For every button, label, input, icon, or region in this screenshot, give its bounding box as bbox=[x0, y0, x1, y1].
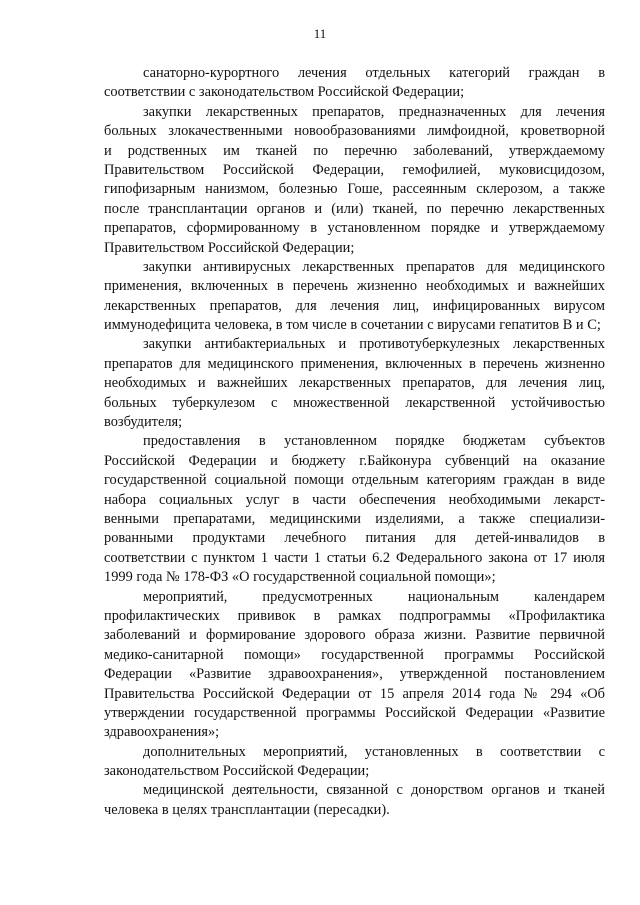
document-body bbox=[104, 64, 605, 820]
paragraph-line: венными препаратами, медицинскими изделиями, а также специализи- bbox=[104, 510, 605, 527]
paragraph bbox=[104, 588, 605, 743]
paragraph-line: препаратов, сформированному в установленном порядке и утверждаемому bbox=[104, 220, 605, 237]
paragraph-line: препаратов для медицинского применения, включенных в перечень жизненно bbox=[104, 355, 605, 372]
paragraph-line: дополнительных мероприятий, установленных в соответствии с bbox=[143, 743, 605, 760]
paragraph-line: Федерации «Развитие здравоохранения», утвержденной постановлением bbox=[104, 666, 605, 683]
paragraph bbox=[104, 103, 605, 258]
paragraph bbox=[104, 335, 605, 432]
paragraph bbox=[104, 743, 605, 782]
paragraph-line: иммунодефицита человека, в том числе в сочетании с вирусами гепатитов В и С; bbox=[104, 317, 601, 334]
paragraph-line: закупки лекарственных препаратов, предназначенных для лечения bbox=[143, 103, 605, 120]
paragraph bbox=[104, 781, 605, 820]
paragraph-line: законодательством Российской Федерации; bbox=[104, 763, 370, 780]
paragraph-line: больных туберкулезом с множественной лекарственной устойчивостью bbox=[104, 394, 605, 411]
paragraph-line: и родственных им тканей по перечню заболеваний, утверждаемому bbox=[104, 142, 605, 159]
paragraph-line: Правительством Российской Федерации; bbox=[104, 239, 355, 256]
paragraph-line: соответствии с законодательством Российской Федерации; bbox=[104, 84, 465, 101]
paragraph-line: государственной социальной помощи отдельным категориям граждан в виде bbox=[104, 472, 605, 489]
paragraph-line: медико-санитарной помощи» государственной программы Российской bbox=[104, 646, 605, 663]
paragraph-line: человека в целях трансплантации (пересадки). bbox=[104, 801, 390, 818]
page-number: 11 bbox=[313, 26, 327, 41]
paragraph-line: Российской Федерации и бюджету г.Байконура субвенций на оказание bbox=[104, 452, 605, 469]
paragraph-line: мероприятий, предусмотренных национальным календарем bbox=[143, 588, 605, 605]
paragraph-line: набора социальных услуг в части обеспечения необходимыми лекарст- bbox=[104, 491, 605, 508]
paragraph-line: санаторно-курортного лечения отдельных категорий граждан в bbox=[143, 65, 605, 81]
paragraph-line: Правительством Российской Федерации, гемофилией, муковисцидозом, bbox=[104, 161, 605, 178]
paragraph-line: 1999 года № 178-ФЗ «О государственной социальной помощи»; bbox=[104, 569, 496, 586]
paragraph-line: после трансплантации органов и (или) тканей, по перечню лекарственных bbox=[104, 200, 605, 217]
paragraph-line: профилактических прививок в рамках подпрограммы «Профилактика bbox=[104, 607, 605, 624]
paragraph-line: больных злокачественными новообразованиями лимфоидной, кроветворной bbox=[104, 123, 605, 140]
paragraph-line: необходимых и важнейших лекарственных препаратов, для лечения лиц, bbox=[104, 375, 605, 392]
paragraph-line: гипофизарным нанизмом, болезнью Гоше, рассеянным склерозом, а также bbox=[104, 181, 605, 198]
paragraph-line: предоставления в установленном порядке бюджетам субъектов bbox=[143, 433, 605, 450]
paragraph-line: Правительства Российской Федерации от 15 апреля 2014 года № 294 «Об bbox=[104, 685, 605, 702]
paragraph-line: закупки антибактериальных и противотуберкулезных лекарственных bbox=[143, 336, 605, 353]
paragraph-line: медицинской деятельности, связанной с донорством органов и тканей bbox=[143, 782, 605, 799]
paragraph-line: утверждении государственной программы Российской Федерации «Развитие bbox=[104, 704, 605, 721]
paragraph-line: здравоохранения»; bbox=[104, 724, 220, 741]
paragraph-line: соответствии с пунктом 1 части 1 статьи 6.2 Федерального закона от 17 июля bbox=[104, 549, 605, 566]
paragraph bbox=[104, 432, 605, 587]
paragraph-line: лекарственных препаратов, для лечения лиц, инфицированных вирусом bbox=[104, 297, 605, 314]
paragraph-line: закупки антивирусных лекарственных препаратов для медицинского bbox=[143, 258, 605, 275]
paragraph bbox=[104, 64, 605, 103]
paragraph-line: заболеваний и формирование здорового образа жизни. Развитие первичной bbox=[104, 627, 605, 644]
paragraph-line: рованными продуктами лечебного питания для детей-инвалидов в bbox=[104, 530, 605, 547]
paragraph bbox=[104, 258, 605, 336]
paragraph-line: возбудителя; bbox=[104, 414, 183, 431]
paragraph-line: применения, включенных в перечень жизненно необходимых и важнейших bbox=[104, 278, 605, 295]
